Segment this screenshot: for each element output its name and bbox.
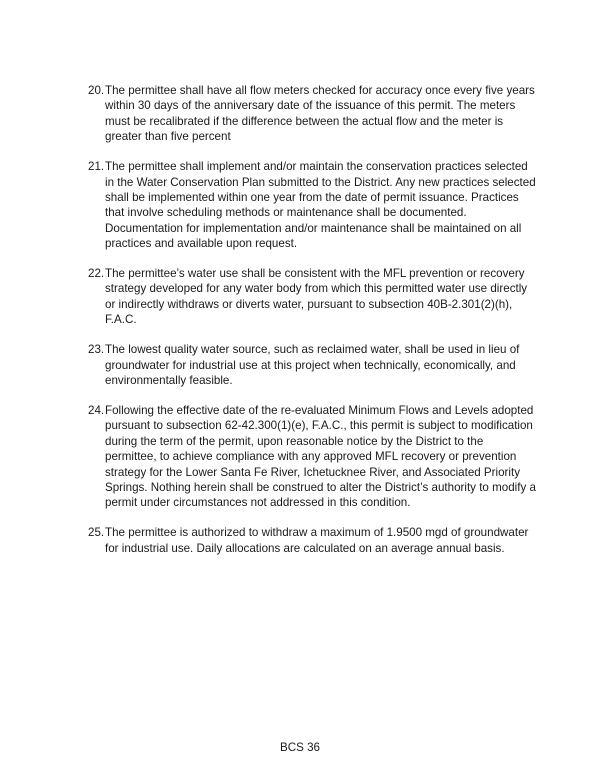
condition-number: 20. bbox=[88, 84, 105, 97]
condition-number: 23. bbox=[88, 343, 105, 357]
condition-item bbox=[88, 159, 536, 251]
condition-item bbox=[88, 342, 536, 388]
condition-number: 21. bbox=[88, 160, 105, 174]
condition-text: The permittee’s water use shall be consistent with the MFL prevention or recovery strategy developed for any water body from which this permitted water use directly or indirectly withdraws or diverts water, pursuant to subsection 40B-2.301(2)(h), F.A.C. bbox=[105, 267, 528, 327]
condition-item bbox=[88, 403, 536, 511]
page-footer-label: BCS 36 bbox=[280, 741, 320, 754]
condition-text: The permittee shall have all flow meters checked for accuracy once every five years within 30 days of the anniversary date of the issuance of this permit. The meters must be recalibrated if the difference between the actual flow and the meter is greater than five percent bbox=[105, 84, 535, 144]
condition-text: The permittee is authorized to withdraw a maximum of 1.9500 mgd of groundwater for industrial use. Daily allocations are calculated on an average annual basis. bbox=[105, 526, 529, 555]
permit-conditions-list bbox=[88, 83, 536, 571]
condition-item bbox=[88, 83, 536, 145]
condition-item bbox=[88, 525, 536, 556]
condition-item bbox=[88, 266, 536, 328]
condition-number: 22. bbox=[88, 267, 105, 281]
condition-number: 25. bbox=[88, 526, 105, 540]
condition-number: 24. bbox=[88, 403, 105, 417]
condition-text: Following the effective date of the re-evaluated Minimum Flows and Levels adopted pursuant to subsection 62-42.300(1)(e), F.A.C., this permit is subject to modification during the term of the permit, upon reasonable notice by the District to the permittee, to achieve compliance with any approved MFL recovery or prevention strategy for the Lower Santa Fe River, Ichetucknee River, and Associated Priority Springs. Nothing herein shall be construed to alter the District’s authority to modify a permit under circumstances not addressed in this condition. bbox=[105, 403, 536, 510]
condition-text: The lowest quality water source, such as reclaimed water, shall be used in lieu of groundwater for industrial use at this project when technically, economically, and environmentally feasible. bbox=[105, 343, 520, 387]
condition-text: The permittee shall implement and/or maintain the conservation practices selected in the Water Conservation Plan submitted to the District. Any new practices selected shall be implemented within one year from the date of permit issuance. Practices that involve scheduling methods or maintenance shall be documented. Documentation for implementation and/or maintenance shall be maintained on all practices and available upon request. bbox=[105, 160, 536, 251]
